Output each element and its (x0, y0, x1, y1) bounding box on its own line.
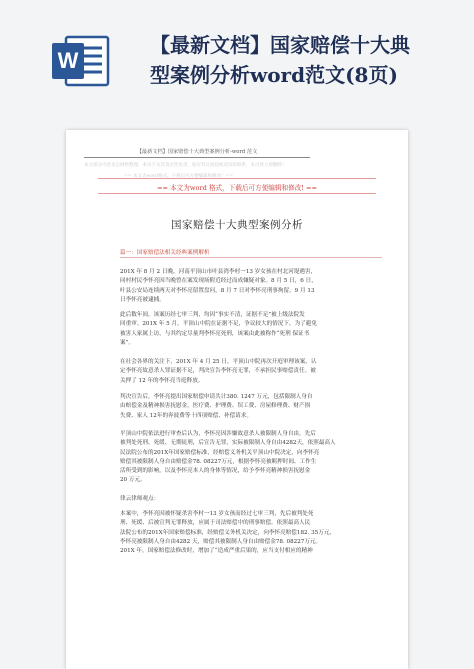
paragraph-line: 李怀亮被限制人身自由4282 天，赔偿其被限制人身自由赔偿金78. 08227万元。 (120, 538, 322, 545)
paragraph-line: 被判处死刑、死缓、无期徒刑，后宣告无罪，实际被限制人身自由4282天，依照最高人 (120, 440, 336, 447)
paragraph-line: 日李怀亮被逮捕。 (120, 296, 165, 303)
section-rule (120, 257, 382, 258)
faint-line-1: 本文部分内容来自网络整理，本司不为其真实性负责，如有异议或侵权请及时联系，本司将立即删除！ (84, 163, 287, 168)
paragraph-line: 判决宣告后，李怀亮提出国家赔偿申请共计380. 1247 万元，包括限制人身自 (120, 394, 313, 400)
paragraph-line: 由赔偿金及精神损害抚慰金，医疗费、护理费、误工费、房屋修理费、财产损 (120, 403, 311, 410)
paragraph-4 (120, 393, 382, 421)
page-title-line-2: 型案例分析word范文(8页) (150, 63, 398, 87)
paragraph-line: 活所受到的影响，以及李怀亮本人的身体等情况，给予李怀亮精神损害抚慰金 (120, 468, 311, 475)
paragraph-line: 关押了 12 年的李怀亮当庭释放。 (120, 377, 204, 384)
paragraph-line: 20 万元。 (120, 477, 146, 484)
paragraph-5 (120, 430, 382, 486)
paragraph-line: 同村村民李怀亮因当晚曾在案发现场附近经过而成嫌疑对象。8 月 5 日，6 日， (120, 278, 317, 285)
section-heading: 篇一：国家赔偿法相关经典案例解析 (120, 250, 210, 256)
paragraph-line: 法院公布的201X年国家赔偿标准，经赔偿义务机关决定，向李怀亮赔偿182. 35万元， (120, 529, 336, 536)
faint-line-2: == 本文为word格式，下载后可方便编辑和修改！== (124, 174, 234, 179)
paragraph-2 (120, 311, 382, 348)
paragraph-line: 案”。 (120, 339, 135, 346)
paragraph-line: 此后数年间，该案历经七审三判，均因“事实不清，证据不足”被上级法院发 (120, 312, 305, 318)
word-doc-icon (50, 34, 112, 88)
paragraph-line: 叶县公安局连续两天对李怀亮留置盘问，8 月 7 日对李怀亮刑事拘留，9 月 13 (120, 287, 315, 294)
paragraph-line: 平顶山中院依法进行审查后认为，李怀亮因涉嫌故意杀人被限制人身自由，先后 (120, 431, 316, 437)
notice-rule-top (98, 178, 376, 179)
format-notice: == 本文为word 格式，下载后可方便编辑和修改! == (156, 184, 318, 192)
page-title (150, 30, 460, 90)
page-header (0, 0, 474, 108)
paragraph-line: 本案中，李怀亮因被怀疑杀害李村一13 岁女孩而经过七审三判，先后被判处死 (120, 511, 314, 517)
running-head: 【最新文档】国家赔偿十大典型案例分析-word 范文 (84, 148, 310, 158)
paragraph-line: 201X 年，国家赔偿法修改时，增加了“造成严重后果的，应当支付相应的精神 (120, 548, 313, 555)
paragraph-6 (120, 495, 382, 504)
paragraph-3 (120, 358, 382, 386)
paragraph-line: 被害人家属上访，与其约定尽量判李怀亮死刑，该案由此被称作“死刑 保证书 (120, 330, 310, 337)
paragraph-line: 刑、死缓、后被宣判无罪释放，应属于司法赔偿中的刑事赔偿。依照最高人民 (120, 520, 311, 527)
paragraph-line: 回重审。201X 年 5 月，平顶山中院在证据不足，争议较大的情况下，为了避免 (120, 321, 317, 328)
word-icon-letter: W (57, 48, 79, 73)
paragraph-line: 在社会各界的关注下，201X 年 4 月 25 日，平顶山中院再次开庭审理该案，认 (120, 359, 317, 365)
paragraph-line: 赔偿其被限制人身自由赔偿金78. 08227万元，根据李怀亮被羁押时间、工作生 (120, 458, 317, 465)
paragraph-line: 失费、家人 12年的奔波费等十四项赔偿、补偿请求。 (120, 412, 252, 419)
paragraph-line: 律云律师观点： (120, 496, 160, 502)
notice-rule-bottom (98, 193, 376, 194)
paragraph-line: 201X 年 8 月 2 日晚，河南平顶山市叶县湾李村一13 岁女孩在村北河堤遇害， (120, 269, 317, 275)
paragraph-line: 定李怀亮故意杀人罪证据不足，判决宣告李怀亮无罪，不承担民事赔偿责任。被 (120, 368, 316, 375)
paragraph-7 (120, 510, 382, 556)
page-title-line-1: 【最新文档】国家赔偿十大典 (150, 33, 410, 57)
document-title: 国家赔偿十大典型案例分析 (171, 219, 303, 231)
paragraph-line: 民法院公布的201X年国家赔偿标准，经赔偿义务机关平顶山中院决定，向李怀亮 (120, 449, 320, 456)
paragraph-1 (120, 268, 382, 305)
